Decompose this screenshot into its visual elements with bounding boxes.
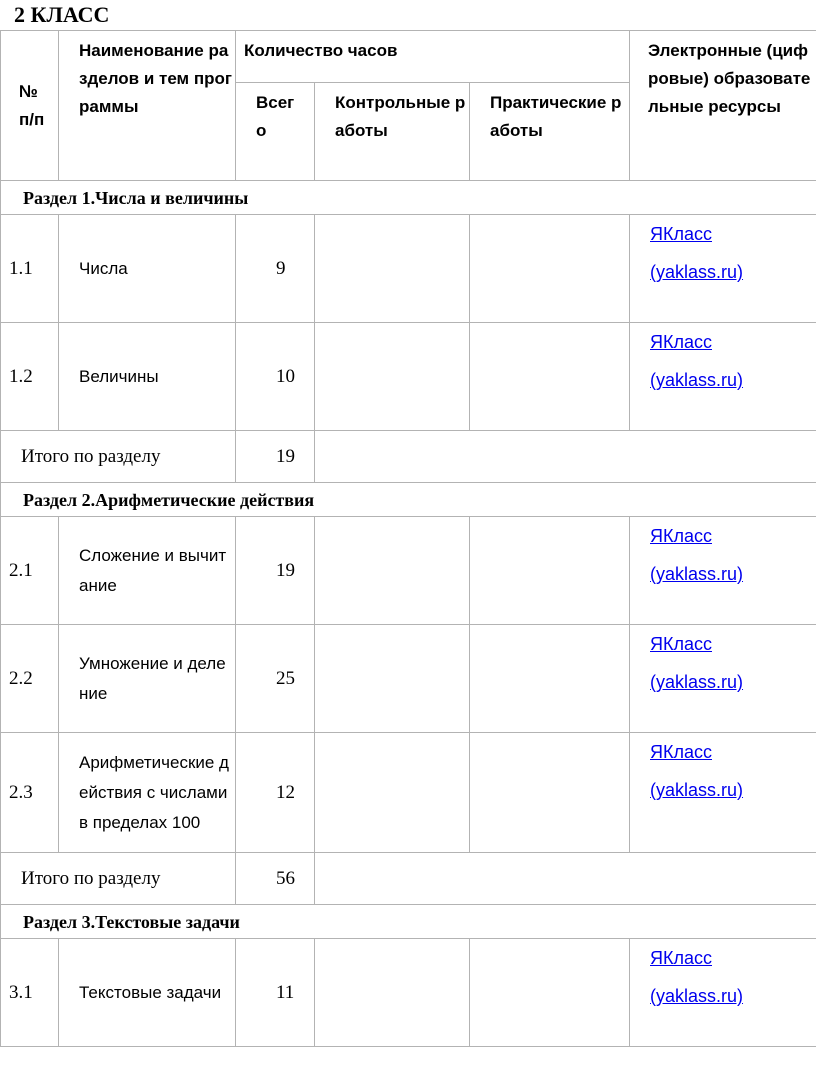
resource-link-name[interactable]: ЯКласс <box>650 332 712 352</box>
row-number: 2.2 <box>1 625 59 733</box>
header-control: Контрольные работы <box>315 83 470 181</box>
total-label: Итого по разделу <box>1 431 236 483</box>
row-number: 1.1 <box>1 215 59 323</box>
header-name: Наименование разделов и тем программы <box>59 31 236 181</box>
topic-name-text: Текстовые задачи <box>79 982 222 1002</box>
row-number: 1.2 <box>1 323 59 431</box>
header-total: Всего <box>236 83 315 181</box>
control-works <box>315 625 470 733</box>
resource-cell <box>630 625 816 733</box>
practical-works <box>470 625 630 733</box>
table-row <box>1 733 816 853</box>
control-works <box>315 215 470 323</box>
topic-name-text: Арифметические действия с числами в пределах 100 <box>79 752 229 832</box>
resource-link-name[interactable]: ЯКласс <box>650 224 712 244</box>
table-row <box>1 323 816 431</box>
curriculum-table <box>0 30 816 1047</box>
topic-name <box>59 215 236 323</box>
resource-link[interactable] <box>650 323 816 399</box>
resource-link[interactable] <box>650 939 816 1015</box>
page-title: 2 КЛАСС <box>14 2 110 27</box>
control-works <box>315 733 470 853</box>
resource-link[interactable] <box>650 517 816 593</box>
hours-total: 10 <box>236 323 315 431</box>
section-title: Раздел 1.Числа и величины <box>1 181 816 215</box>
resource-link-url[interactable]: (yaklass.ru) <box>650 986 744 1006</box>
hours-total: 9 <box>236 215 315 323</box>
section-title: Раздел 2.Арифметические действия <box>1 483 816 517</box>
resource-link-name[interactable]: ЯКласс <box>650 634 712 654</box>
resource-link-url[interactable]: (yaklass.ru) <box>650 672 744 692</box>
table-row <box>1 939 816 1047</box>
topic-name-text: Сложение и вычитание <box>79 545 227 595</box>
topic-name <box>59 939 236 1047</box>
practical-works <box>470 215 630 323</box>
header-hours: Количество часов <box>236 31 630 83</box>
practical-works <box>470 733 630 853</box>
header-num: № п/п <box>1 31 59 181</box>
resource-link-url[interactable]: (yaklass.ru) <box>650 262 744 282</box>
resource-link[interactable] <box>650 625 816 701</box>
header-resources: Электронные (цифровые) образовательные ресурсы <box>630 31 816 181</box>
resource-link-url[interactable]: (yaklass.ru) <box>650 370 744 390</box>
row-number: 2.3 <box>1 733 59 853</box>
total-empty <box>315 431 816 483</box>
resource-link[interactable] <box>650 733 816 809</box>
resource-link-name[interactable]: ЯКласс <box>650 742 712 762</box>
practical-works <box>470 517 630 625</box>
resource-cell <box>630 517 816 625</box>
total-hours: 19 <box>236 431 315 483</box>
resource-link-name[interactable]: ЯКласс <box>650 526 712 546</box>
section-total-row <box>1 431 816 483</box>
row-number: 2.1 <box>1 517 59 625</box>
topic-name <box>59 625 236 733</box>
control-works <box>315 939 470 1047</box>
header-practical: Практические работы <box>470 83 630 181</box>
topic-name <box>59 323 236 431</box>
hours-total: 25 <box>236 625 315 733</box>
topic-name <box>59 517 236 625</box>
resource-link[interactable] <box>650 215 816 291</box>
resource-cell <box>630 733 816 853</box>
table-row <box>1 215 816 323</box>
total-empty <box>315 853 816 905</box>
topic-name <box>59 733 236 853</box>
section-total-row <box>1 853 816 905</box>
section-title: Раздел 3.Текстовые задачи <box>1 905 816 939</box>
hours-total: 11 <box>236 939 315 1047</box>
total-label: Итого по разделу <box>1 853 236 905</box>
resource-link-url[interactable]: (yaklass.ru) <box>650 564 744 584</box>
hours-total: 12 <box>236 733 315 853</box>
table-row <box>1 625 816 733</box>
practical-works <box>470 939 630 1047</box>
resource-cell <box>630 939 816 1047</box>
control-works <box>315 517 470 625</box>
topic-name-text: Умножение и деление <box>79 653 226 703</box>
section-row <box>1 483 816 517</box>
resource-cell <box>630 215 816 323</box>
resource-link-url[interactable]: (yaklass.ru) <box>650 780 744 800</box>
table-row <box>1 517 816 625</box>
hours-total: 19 <box>236 517 315 625</box>
resource-cell <box>630 323 816 431</box>
section-row <box>1 181 816 215</box>
topic-name-text: Числа <box>79 258 128 278</box>
total-hours: 56 <box>236 853 315 905</box>
row-number: 3.1 <box>1 939 59 1047</box>
control-works <box>315 323 470 431</box>
resource-link-name[interactable]: ЯКласс <box>650 948 712 968</box>
topic-name-text: Величины <box>79 366 159 386</box>
section-row <box>1 905 816 939</box>
practical-works <box>470 323 630 431</box>
